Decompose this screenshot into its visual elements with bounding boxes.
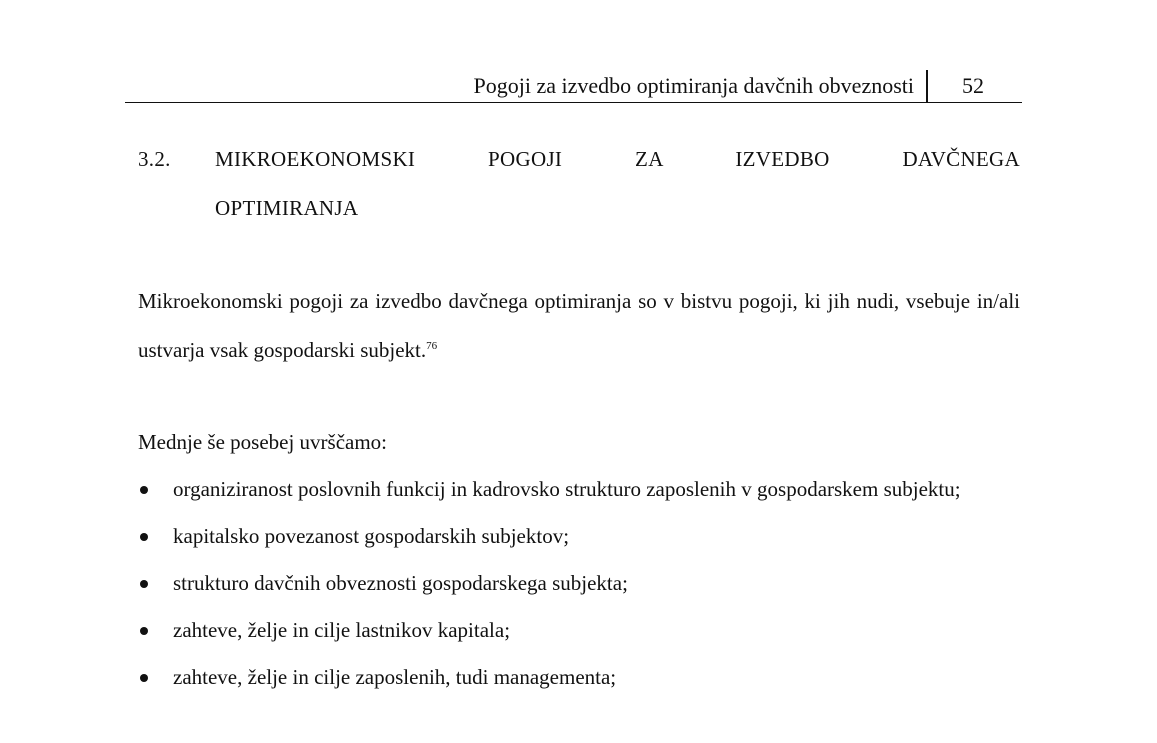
bullet-icon: [140, 627, 148, 635]
list-item-text: organiziranost poslovnih funkcij in kadrovsko strukturo zaposlenih v gospodarskem subjektu;: [173, 477, 961, 501]
header-title: Pogoji za izvedbo optimiranja davčnih obveznosti: [473, 73, 914, 98]
list-item-text: strukturo davčnih obveznosti gospodarskega subjekta;: [173, 571, 628, 595]
bullet-list: [138, 466, 1020, 701]
section-title-line-2: OPTIMIRANJA: [215, 196, 359, 220]
bullet-icon: [140, 580, 148, 588]
footnote-reference: 76: [426, 340, 438, 352]
list-item-text: zahteve, želje in cilje lastnikov kapitala;: [173, 618, 511, 642]
list-item-text: zahteve, želje in cilje zaposlenih, tudi managementa;: [173, 665, 617, 689]
bullet-icon: [140, 486, 148, 494]
running-header: [125, 70, 1022, 103]
list-item: [138, 654, 1020, 701]
section-title: [215, 135, 1020, 233]
list-intro: Mednje še posebej uvrščamo:: [138, 430, 388, 454]
list-item: [138, 513, 1020, 560]
page-number: 52: [962, 73, 984, 98]
list-item: [138, 560, 1020, 607]
section-title-line-1: MIKROEKONOMSKI POGOJI ZA IZVEDBO DAVČNEGA: [215, 147, 1020, 171]
section-number: 3.2.: [138, 147, 171, 171]
bullet-icon: [140, 674, 148, 682]
header-divider: [926, 70, 928, 102]
paragraph-text: Mikroekonomski pogoji za izvedbo davčnega optimiranja so v bistvu pogoji, ki jih nudi, vsebuje in/ali ustvarja vsak gospodarski subjekt.: [138, 289, 1020, 362]
paragraph: [138, 277, 1020, 375]
list-item-text: kapitalsko povezanost gospodarskih subjektov;: [173, 524, 570, 548]
list-item: [138, 607, 1020, 654]
list-item: [138, 466, 1020, 513]
bullet-icon: [140, 533, 148, 541]
